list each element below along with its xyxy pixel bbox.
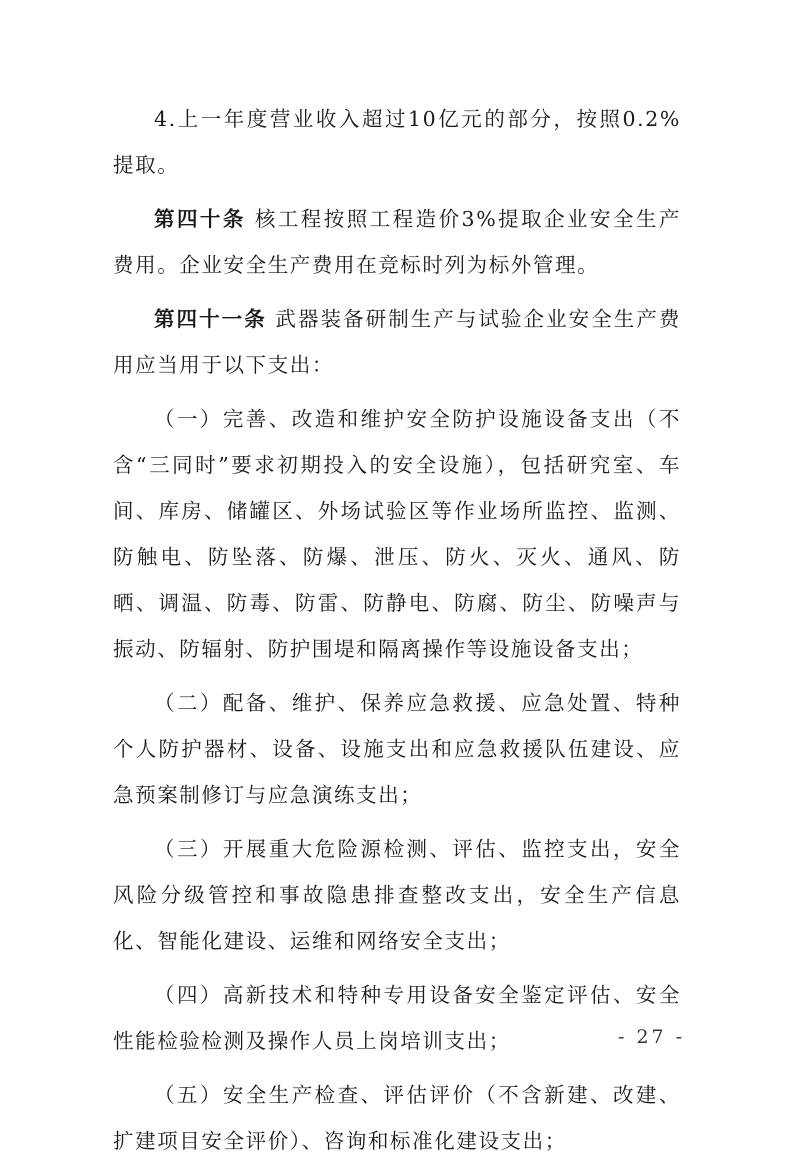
page-number: - 27 - bbox=[618, 1026, 686, 1048]
paragraph-5 bbox=[113, 680, 681, 818]
paragraph-text: （二）配备、维护、保养应急救援、应急处置、特种个人防护器材、设备、设施支出和应急救援队伍建设、应急预案制修订与应急演练支出； bbox=[113, 691, 681, 807]
article-heading: 第四十一条 bbox=[154, 307, 267, 331]
paragraph-2 bbox=[113, 196, 681, 288]
paragraph-text: 核工程按照工程造价3%提取企业安全生产费用。企业安全生产费用在竞标时列为标外管理。 bbox=[113, 207, 681, 277]
paragraph-text: （五）安全生产检查、评估评价（不含新建、改建、扩建项目安全评价）、咨询和标准化建设支出； bbox=[113, 1083, 681, 1153]
paragraph-text: （四）高新技术和特种专用设备安全鉴定评估、安全性能检验检测及操作人员上岗培训支出； bbox=[113, 983, 681, 1053]
article-heading: 第四十条 bbox=[154, 207, 246, 231]
paragraph-text: （三）开展重大危险源检测、评估、监控支出，安全风险分级管控和事故隐患排查整改支出，安全生产信息化、智能化建设、运维和网络安全支出； bbox=[113, 837, 681, 953]
paragraph-1 bbox=[113, 96, 681, 188]
paragraph-text: 4.上一年度营业收入超过10亿元的部分，按照0.2%提取。 bbox=[113, 107, 681, 177]
paragraph-7 bbox=[113, 972, 681, 1064]
paragraph-text: 武器装备研制生产与试验企业安全生产费用应当用于以下支出： bbox=[113, 307, 682, 377]
paragraph-4 bbox=[113, 396, 681, 672]
paragraph-8 bbox=[113, 1072, 681, 1164]
paragraph-text: （一）完善、改造和维护安全防护设施设备支出（不含“三同时”要求初期投入的安全设施），包括研究室、车间、库房、储罐区、外场试验区等作业场所监控、监测、防触电、防坠落、防爆、泄压、防火、灭火、通风、防晒、调温、防毒、防雷、防静电、防腐、防尘、防噪声与振动、防辐射、防护围堤和隔离操作等设施设备支出； bbox=[113, 407, 681, 661]
document-body bbox=[113, 96, 681, 1172]
paragraph-3 bbox=[113, 296, 681, 388]
paragraph-6 bbox=[113, 826, 681, 964]
